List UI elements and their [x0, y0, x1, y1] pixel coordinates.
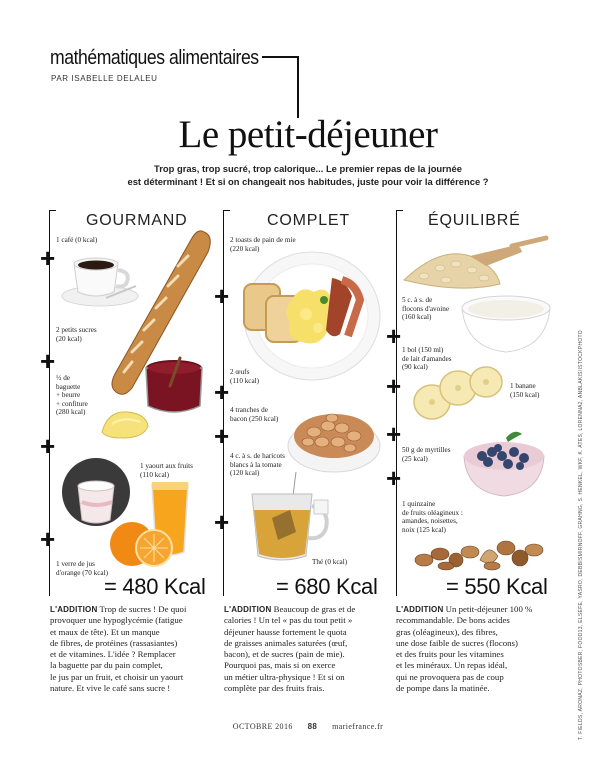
plus-sign: + — [40, 431, 56, 461]
intro-text — [60, 162, 556, 188]
item-oleagineux: 1 quinzaine de fruits oléagineux : amandes, noisettes, noix (125 kcal) — [402, 500, 463, 534]
header-rule-vertical — [297, 56, 299, 118]
page-footer — [0, 722, 616, 731]
item-toasts: 2 toasts de pain de mie (220 kcal) — [230, 236, 296, 253]
intro-line-2: est déterminant ! Et si on changeait nos habitudes, juste pour voir la différence ? — [127, 176, 489, 187]
page-number: 88 — [307, 722, 318, 731]
item-banane: 1 banane (150 kcal) — [510, 382, 540, 399]
col3-rule-top — [396, 210, 403, 211]
column-title-complet: COMPLET — [267, 212, 350, 229]
item-the: Thé (0 kcal) — [312, 558, 348, 566]
item-jus: 1 verre de jus d'orange (70 kcal) — [56, 560, 108, 577]
para-line: L'ADDITION Un petit-déjeuner 100 % — [396, 604, 533, 614]
col2-rule-top — [223, 210, 230, 211]
oat-flakes-image — [400, 236, 550, 296]
plus-sign: + — [386, 321, 402, 351]
plus-sign: + — [214, 377, 230, 407]
byline: PAR ISABELLE DELALEU — [51, 74, 158, 83]
plus-sign: + — [214, 281, 230, 311]
english-breakfast-plate-image — [236, 250, 382, 384]
col3-rule — [396, 210, 397, 596]
baked-beans-image — [286, 402, 382, 474]
plus-sign: + — [386, 371, 402, 401]
nuts-image — [412, 526, 546, 572]
photo-credits: T. FIELDS, ARONAZ, PHOTOSBER, FOOD13, ELSEFE, YASRO, DEBBISMIRNOFF, GRAHNG, S. HENKEL, WKF, K. ATES, LORENNA2, ANBLAKIS/ISTOCKPHOTO — [578, 330, 584, 740]
paragraph-equilibre: L'ADDITION Un petit-déjeuner 100 % recommandable. De bons acides gras (oléagineux), des fibres, une dose faible de sucres (flocons) et des fruits pour les vitamines et les minéraux. Un repas idéal, qui ne provoquera pas de coup de pompe dans la matinée. — [396, 604, 562, 694]
butter-image — [98, 404, 152, 440]
total-complet: = 680 Kcal — [276, 574, 378, 599]
page-title: Le petit-déjeuner — [178, 113, 438, 156]
item-baguette: ½ de baguette + beurre + confiture (280 kcal) — [56, 374, 88, 417]
tea-glass-image — [244, 470, 344, 566]
banana-image — [410, 362, 508, 426]
intro-line-1: Trop gras, trop sucré, trop calorique... Le premier repas de la journée — [154, 163, 462, 174]
paragraph-gourmand: L'ADDITION Trop de sucres ! De quoi provoquer une hypoglycémie (fatigue et maux de tête). Et un manque de fibres, de protéines (rassasiantes) et de vitamines. L'idée ? Remplacer la baguette par du pain complet, le jus par un fruit, et choisir un yaourt nature. Et vive le café sans sucre ! — [50, 604, 218, 694]
rubric-title: mathématiques alimentaires — [50, 47, 259, 69]
item-sucres: 2 petits sucres (20 kcal) — [56, 326, 97, 343]
para-line: L'ADDITION Beaucoup de gras et de — [224, 604, 356, 614]
orange-juice-image — [106, 478, 202, 570]
plus-sign: + — [40, 243, 56, 273]
item-yaourt: 1 yaourt aux fruits (110 kcal) — [140, 462, 193, 479]
item-flocons: 5 c. à s. de flocons d'avoine (160 kcal) — [402, 296, 450, 322]
total-gourmand: = 480 Kcal — [104, 574, 206, 599]
blueberries-image — [458, 426, 550, 500]
plus-sign: + — [214, 421, 230, 451]
item-haricots: 4 c. à s. de haricots blancs à la tomate (120 kcal) — [230, 452, 285, 478]
col1-rule-top — [49, 210, 56, 211]
plus-sign: + — [40, 346, 56, 376]
item-bacon: 4 tranches de bacon (250 kcal) — [230, 406, 279, 423]
item-cafe: 1 café (0 kcal) — [56, 236, 98, 244]
item-myrtilles: 50 g de myrtilles (25 kcal) — [402, 446, 451, 463]
total-equilibre: = 550 Kcal — [446, 574, 548, 599]
item-oeufs: 2 œufs (110 kcal) — [230, 368, 260, 385]
plus-sign: + — [40, 524, 56, 554]
item-lait: 1 bol (150 ml) de lait d'amandes (90 kcal) — [402, 346, 452, 372]
plus-sign: + — [386, 419, 402, 449]
column-title-gourmand: GOURMAND — [86, 212, 188, 229]
para-line: L'ADDITION Trop de sucres ! De quoi — [50, 604, 187, 614]
plus-sign: + — [386, 463, 402, 493]
paragraph-complet: L'ADDITION Beaucoup de gras et de calories ! Un tel « pas du tout petit » déjeuner hausse fortement le quota de graisses animales saturées (œuf, bacon), et de sucres (pain de mie). Pourquoi pas, mais si on exerce un métier ultra-physique ! Et si on complète par des fruits frais. — [224, 604, 390, 694]
footer-date: OCTOBRE 2016 — [232, 722, 293, 731]
column-title-equilibre: ÉQUILIBRÉ — [428, 212, 521, 229]
almond-milk-bowl-image — [458, 290, 554, 356]
footer-site: mariefrance.fr — [332, 722, 384, 731]
header-rule — [262, 56, 298, 58]
plus-sign: + — [214, 507, 230, 537]
